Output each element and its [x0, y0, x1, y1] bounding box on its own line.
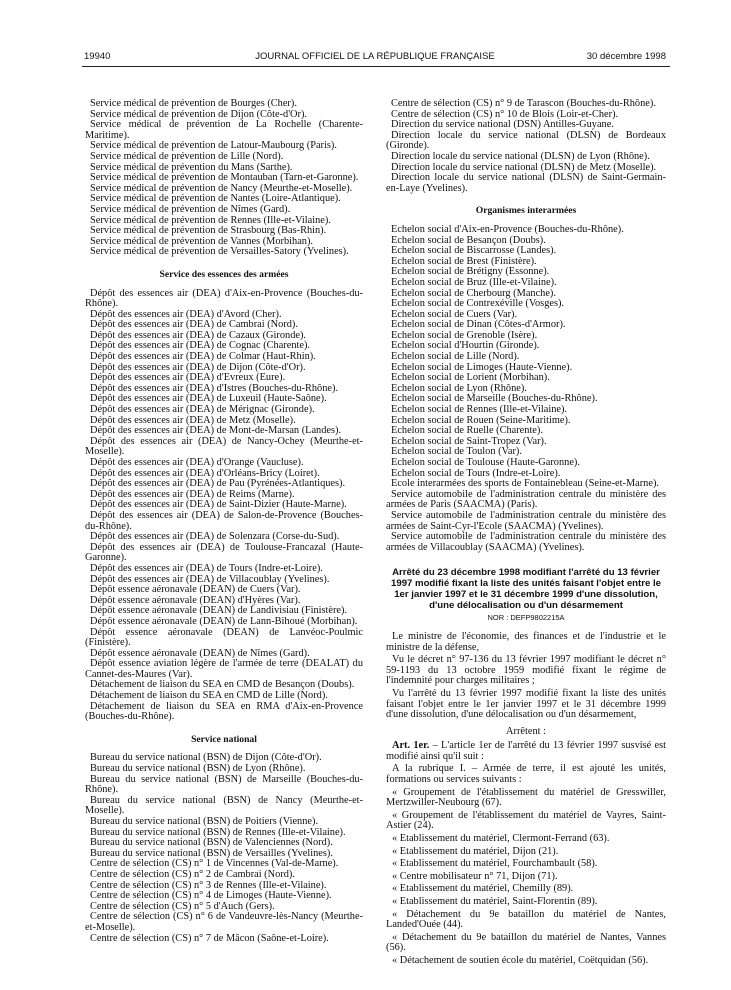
preamble — [386, 632, 666, 721]
list-item: Dépôt des essences air (DEA) d'Avord (Cher). — [90, 308, 282, 320]
list-item: Bureau du service national (BSN) de Poitiers (Vienne). — [90, 816, 319, 827]
unit-item: « Groupement de l'établissement du matériel de Gresswiller, Mertzwiller-Neubourg (67). — [386, 786, 666, 809]
preamble-paragraph: Vu le décret n° 97-136 du 13 février 1997 modifiant le décret n° 59-1193 du 13 octobre 1959 modifié fixant le régime de l'indemnité pour charges militaires ; — [386, 654, 666, 687]
list-item: Détachement de liaison du SEA en CMD de Besançon (Doubs). — [90, 679, 355, 691]
list-item: Dépôt essence aéronavale (DEAN) de Lann-Bihoué (Morbihan). — [90, 615, 358, 627]
list-item: Service médical de prévention de Strasbourg (Bas-Rhin). — [90, 225, 327, 237]
list-item: Echelon social d'Aix-en-Provence (Bouches-du-Rhône). — [391, 223, 624, 235]
list-item: Direction locale du service national (DLSN) de Saint-Germain-en-Laye (Yvelines). — [386, 172, 666, 194]
rubrique: A la rubrique I. – Armée de terre, il est ajouté les unités, formations ou services suivants : — [386, 763, 666, 786]
list-item: Dépôt des essences air (DEA) de Mont-de-Marsan (Landes). — [90, 425, 342, 437]
list-item: Détachement de liaison du SEA en RMA d'Aix-en-Provence (Bouches-du-Rhône). — [85, 700, 363, 723]
list-item: Direction locale du service national (DLSN) de Metz (Moselle). — [391, 161, 657, 173]
list-item: Dépôt des essences air (DEA) de Cognac (Charente). — [90, 340, 311, 352]
list-item: Echelon social de Toulon (Var). — [391, 446, 522, 458]
section-heading-national: Service national — [191, 733, 257, 745]
list-item: Dépôt des essences air (DEA) de Dijon (Côte-d'Or). — [90, 361, 306, 373]
list-item: Centre de sélection (CS) n° 9 de Tarascon (Bouches-du-Rhône). — [391, 98, 656, 109]
list-item: Echelon social de Besançon (Doubs). — [391, 234, 546, 246]
unit-item: « Détachement du 9e bataillon du matériel de Nantes, Landed'Ouée (44). — [386, 908, 666, 931]
list-item: Echelon social de Cherbourg (Manche). — [391, 287, 556, 299]
list-item: Service médical de prévention de Nantes (Loire-Atlantique). — [90, 193, 341, 205]
nor-reference: NOR : DEFP9802215A — [487, 613, 565, 623]
list-item: Echelon social de Ruelle (Charente). — [391, 425, 543, 437]
list-item: Dépôt des essences air (DEA) d'Orléans-Bricy (Loiret). — [90, 467, 320, 479]
list-item: Dépôt des essences air (DEA) de Pau (Pyrénées-Atlantiques). — [90, 478, 346, 490]
list-item: Bureau du service national (BSN) de Versailles (Yvelines). — [90, 847, 333, 859]
list-item: Ecole interarmées des sports de Fontainebleau (Seine-et-Marne). — [391, 478, 659, 490]
list-item: Bureau du service national (BSN) de Lyon (Rhône). — [90, 763, 306, 775]
list-item: Dépôt des essences air (DEA) d'Orange (Vaucluse). — [90, 457, 304, 468]
unit-item: « Etablissement du matériel, Dijon (21). — [392, 845, 559, 857]
unit-item: « Etablissement du matériel, Clermont-Ferrand (63). — [392, 833, 610, 845]
section-heading-interarmees: Organismes interarmées — [475, 205, 577, 217]
list-item: Direction locale du service national (DLSN) de Lyon (Rhône). — [391, 150, 650, 162]
medical-services-list — [85, 99, 363, 258]
list-item: Dépôt des essences air (DEA) de Cambrai (Nord). — [90, 319, 298, 331]
list-item: Echelon social de Cuers (Var). — [391, 308, 518, 320]
list-item: Echelon social de Toulouse (Haute-Garonne). — [391, 457, 580, 468]
list-item: Direction locale du service national (DLSN) de Bordeaux (Gironde). — [386, 129, 666, 152]
page-number: 19940 — [84, 51, 111, 62]
list-item: Service médical de prévention de La Rochelle (Charente-Maritime). — [85, 119, 363, 141]
list-item: Direction du service national (DSN) Antilles-Guyane. — [391, 119, 614, 131]
list-item: Dépôt des essences air (DEA) de Nancy-Ochey (Meurthe-et-Moselle). — [85, 435, 363, 458]
article-1 — [386, 741, 666, 762]
list-item: Dépôt des essences air (DEA) de Colmar (Haut-Rhin). — [90, 351, 316, 363]
article-label: Art. 1er. — [392, 740, 430, 752]
list-item: Centre de sélection (CS) n° 10 de Blois (Loir-et-Cher). — [391, 108, 619, 120]
list-item: Dépôt des essences air (DEA) de Mérignac (Gironde). — [90, 404, 315, 416]
list-item: Service automobile de l'administration centrale du ministère des armées de Villacoublay (SAACMA) (Yvelines). — [386, 531, 666, 553]
national-service-continued-list — [386, 99, 666, 194]
unit-item: « Etablissement du matériel, Saint-Florentin (89). — [392, 896, 598, 907]
list-item: Centre de sélection (CS) n° 2 de Cambrai (Nord). — [90, 868, 295, 880]
list-item: Dépôt essence aéronavale (DEAN) de Lanvéoc-Poulmic (Finistère). — [85, 626, 363, 649]
list-item: Dépôt essence aviation légère de l'armée de terre (DEALAT) du Cannet-des-Maures (Var). — [85, 658, 363, 680]
list-item: Dépôt essence aéronavale (DEAN) de Cuers (Var). — [90, 584, 301, 596]
arrete-title: Arrêté du 23 décembre 1998 modifiant l'arrêté du 13 février 1997 modifié fixant la liste des unités faisant l'objet entre le 1er janvier 1997 et le 31 décembre 1999 d'une dissolution, d'une délocalisation ou d'un désarmement — [391, 567, 661, 612]
list-item: Dépôt des essences air (DEA) de Villacoublay (Yvelines). — [90, 573, 330, 585]
units-list — [386, 788, 666, 967]
list-item: Centre de sélection (CS) n° 7 de Mâcon (Saône-et-Loire). — [90, 932, 329, 944]
list-item: Echelon social de Lille (Nord). — [391, 351, 520, 363]
issue-date: 30 décembre 1998 — [586, 51, 666, 62]
list-item: Echelon social de Grenoble (Isère). — [391, 329, 538, 341]
list-item: Dépôt des essences air (DEA) de Reims (Marne). — [90, 488, 295, 500]
list-item: Service médical de prévention de Nîmes (Gard). — [90, 203, 291, 215]
list-item: Service médical de prévention de Dijon (Côte-d'Or). — [90, 108, 307, 120]
list-item: Echelon social de Marseille (Bouches-du-Rhône). — [391, 393, 598, 405]
header-rule — [82, 66, 670, 67]
list-item: Dépôt des essences air (DEA) de Saint-Dizier (Haute-Marne). — [90, 499, 347, 511]
list-item: Service médical de prévention de Lille (Nord). — [90, 150, 284, 162]
list-item: Echelon social de Lyon (Rhône). — [391, 382, 527, 394]
unit-item: « Etablissement du matériel, Chemilly (89). — [392, 883, 574, 895]
national-service-list — [85, 753, 363, 944]
journal-title: JOURNAL OFFICIEL DE LA RÉPUBLIQUE FRANÇAISE — [255, 51, 495, 62]
list-item: Dépôt des essences air (DEA) de Toulouse-Francazal (Haute-Garonne). — [85, 541, 363, 564]
list-item: Echelon social de Brest (Finistère). — [391, 255, 537, 267]
list-item: Dépôt essence aéronavale (DEAN) de Nîmes (Gard). — [90, 647, 310, 659]
preamble-paragraph: Vu l'arrêté du 13 février 1997 modifié fixant la liste des unités faisant l'objet entre le 1er janvier 1997 et le 31 décembre 1999 d'une dissolution, d'une délocalisation ou d'un désarmement, — [386, 687, 666, 721]
list-item: Détachement de liaison du SEA en CMD de Lille (Nord). — [90, 690, 328, 702]
right-column — [386, 99, 666, 969]
list-item: Dépôt des essences air (DEA) de Solenzara (Corse-du-Sud). — [90, 531, 340, 543]
list-item: Service médical de prévention de Rennes (Ille-et-Vilaine). — [90, 214, 331, 226]
list-item: Centre de sélection (CS) n° 3 de Rennes (Ille-et-Vilaine). — [90, 879, 327, 891]
section-heading-essences: Service des essences des armées — [159, 268, 289, 280]
preamble-paragraph: Le ministre de l'économie, des finances et de l'industrie et le ministre de la défense, — [386, 630, 666, 653]
list-item: Bureau du service national (BSN) de Nancy (Meurthe-et-Moselle). — [85, 794, 363, 817]
list-item: Dépôt des essences air (DEA) d'Istres (Bouches-du-Rhône). — [90, 382, 339, 394]
list-item: Dépôt des essences air (DEA) de Luxeuil (Haute-Saône). — [90, 393, 327, 405]
list-item: Echelon social d'Hourtin (Gironde). — [391, 340, 540, 352]
list-item: Service médical de prévention de Montauban (Tarn-et-Garonne). — [90, 172, 359, 184]
list-item: Centre de sélection (CS) n° 1 de Vincennes (Val-de-Marne). — [90, 858, 339, 870]
list-item: Centre de sélection (CS) n° 4 de Limoges (Haute-Vienne). — [90, 890, 332, 902]
list-item: Dépôt des essences air (DEA) de Tours (Indre-et-Loire). — [90, 562, 323, 574]
list-item: Dépôt des essences air (DEA) de Metz (Moselle). — [90, 414, 296, 426]
list-item: Echelon social de Bruz (Ille-et-Vilaine). — [391, 276, 557, 288]
list-item: Service médical de prévention de Latour-Maubourg (Paris). — [90, 140, 337, 152]
article-text: – L'article 1er de l'arrêté du 13 février 1997 susvisé est modifié ainsi qu'il suit : — [386, 740, 667, 762]
list-item: Service médical de prévention du Mans (Sarthe). — [90, 161, 293, 173]
list-item: Echelon social de Rennes (Ille-et-Vilaine). — [391, 404, 568, 416]
list-item: Bureau du service national (BSN) de Dijon (Côte-d'Or). — [90, 752, 322, 764]
unit-item: « Centre mobilisateur n° 71, Dijon (71). — [392, 870, 558, 882]
list-item: Service médical de prévention de Bourges (Cher). — [90, 98, 297, 109]
list-item: Service médical de prévention de Vannes (Morbihan). — [90, 235, 313, 247]
list-item: Echelon social de Contrexéville (Vosges). — [391, 298, 565, 310]
list-item: Echelon social de Limoges (Haute-Vienne). — [391, 361, 573, 373]
list-item: Centre de sélection (CS) n° 6 de Vandeuvre-lès-Nancy (Meurthe-et-Moselle). — [85, 911, 363, 933]
list-item: Dépôt essence aéronavale (DEAN) d'Hyères (Var). — [90, 594, 301, 606]
list-item: Echelon social de Saint-Tropez (Var). — [391, 435, 547, 447]
list-item: Echelon social de Brétigny (Essonne). — [391, 266, 550, 278]
unit-item: « Groupement de l'établissement du matériel de Vayres, Saint-Astier (24). — [386, 809, 666, 832]
left-column — [85, 99, 363, 944]
list-item: Service automobile de l'administration centrale du ministère des armées de Paris (SAACMA) (Paris). — [386, 488, 666, 511]
interarmees-list — [386, 225, 666, 553]
list-item: Service automobile de l'administration centrale du ministère des armées de Saint-Cyr-l'Ecole (SAACMA) (Yvelines). — [386, 509, 666, 532]
list-item: Echelon social de Lorient (Morbihan). — [391, 372, 550, 384]
list-item: Echelon social de Rouen (Seine-Maritime). — [391, 414, 571, 426]
list-item: Dépôt des essences air (DEA) de Cazaux (Gironde). — [90, 329, 306, 341]
list-item: Dépôt essence aéronavale (DEAN) de Landivisiau (Finistère). — [90, 605, 348, 617]
essences-list — [85, 289, 363, 723]
unit-item: « Etablissement du matériel, Fourchambault (58). — [392, 858, 598, 870]
page-header — [84, 51, 666, 65]
list-item: Bureau du service national (BSN) de Marseille (Bouches-du-Rhône). — [85, 773, 363, 796]
list-item: Bureau du service national (BSN) de Valenciennes (Nord). — [90, 837, 333, 849]
list-item: Centre de sélection (CS) n° 5 d'Auch (Gers). — [90, 900, 275, 912]
list-item: Service médical de prévention de Nancy (Meurthe-et-Moselle). — [90, 182, 353, 194]
list-item: Dépôt des essences air (DEA) d'Evreux (Eure). — [90, 372, 286, 384]
unit-item: « Détachement du 9e bataillon du matériel de Nantes, Vannes (56). — [386, 931, 666, 954]
list-item: Dépôt des essences air (DEA) de Salon-de-Provence (Bouches-du-Rhône). — [85, 509, 363, 532]
list-item: Dépôt des essences air (DEA) d'Aix-en-Provence (Bouches-du-Rhône). — [85, 287, 363, 310]
list-item: Bureau du service national (BSN) de Rennes (Ille-et-Vilaine). — [90, 826, 346, 838]
list-item: Echelon social de Biscarrosse (Landes). — [391, 245, 557, 257]
list-item: Service médical de prévention de Versailles-Satory (Yvelines). — [90, 246, 349, 258]
unit-item: « Détachement de soutien école du matériel, Coëtquidan (56). — [392, 954, 649, 966]
list-item: Echelon social de Dinan (Côtes-d'Armor). — [391, 319, 566, 331]
arretent: Arrêtent : — [506, 725, 546, 737]
list-item: Echelon social de Tours (Indre-et-Loire). — [391, 467, 561, 479]
